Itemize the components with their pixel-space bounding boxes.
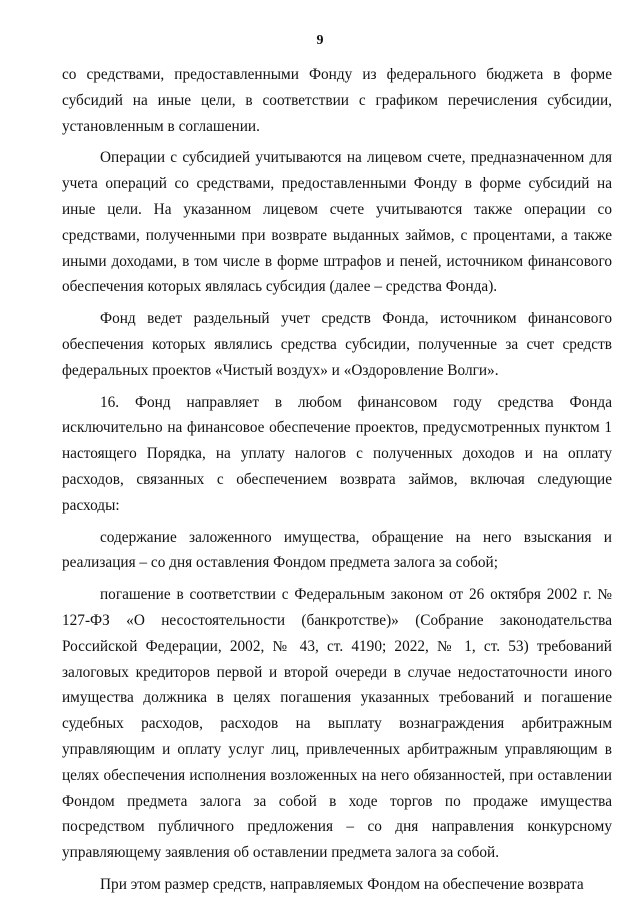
paragraph: погашение в соответствии с Федеральным законом от 26 октября 2002 г. № 127-ФЗ «О несостоятельности (банкротстве)» (Собрание законодательства Российской Федерации, 2002, № 43, ст. 4190; 2022, № 1, ст. 53) требований залоговых кредиторов первой и второй очереди в случае недостаточности иного имущества должника в целях погашения указанных требований и погашение судебных расходов, расходов на выплату вознаграждения арбитражным управляющим и оплату услуг лиц, привлеченных арбитражным управляющим в целях обеспечения исполнения возложенных на него обязанностей, при оставлении Фондом предмета залога за собой в ходе торгов по продаже имущества посредством публичного предложения – со дня направления конкурсному управляющему заявления об оставлении предмета залога за собой. [62, 586, 612, 862]
paragraph: содержание заложенного имущества, обращение на него взыскания и реализация – со дня оставления Фондом предмета залога за собой; [62, 528, 612, 572]
document-body [62, 62, 612, 898]
paragraph: 16. Фонд направляет в любом финансовом году средства Фонда исключительно на финансовое обеспечение проектов, предусмотренных пунктом 1 настоящего Порядка, на уплату налогов с полученных доходов и на оплату расходов, связанных с обеспечением возврата займов, включая следующие расходы: [62, 393, 612, 514]
paragraph: Операции с субсидией учитываются на лицевом счете, предназначенном для учета операций со средствами, предоставленными Фонду в форме субсидий на иные цели. На указанном лицевом счете учитываются также операции со средствами, полученными при возврате выданных займов, с процентами, а также иными доходами, в том числе в форме штрафов и пеней, источником финансового обеспечения которых являлась субсидия (далее – средства Фонда). [62, 149, 612, 296]
paragraph: Фонд ведет раздельный учет средств Фонда, источником финансового обеспечения которых являлись средства субсидии, полученные за счет средств федеральных проектов «Чистый воздух» и «Оздоровление Волги». [62, 310, 612, 379]
page-number: 9 [316, 33, 324, 48]
paragraph: При этом размер средств, направляемых Фондом на обеспечение возврата [100, 875, 584, 893]
paragraph: со средствами, предоставленными Фонду из федерального бюджета в форме субсидий на иные цели, в соответствии с графиком перечисления субсидии, установленным в соглашении. [62, 66, 612, 135]
